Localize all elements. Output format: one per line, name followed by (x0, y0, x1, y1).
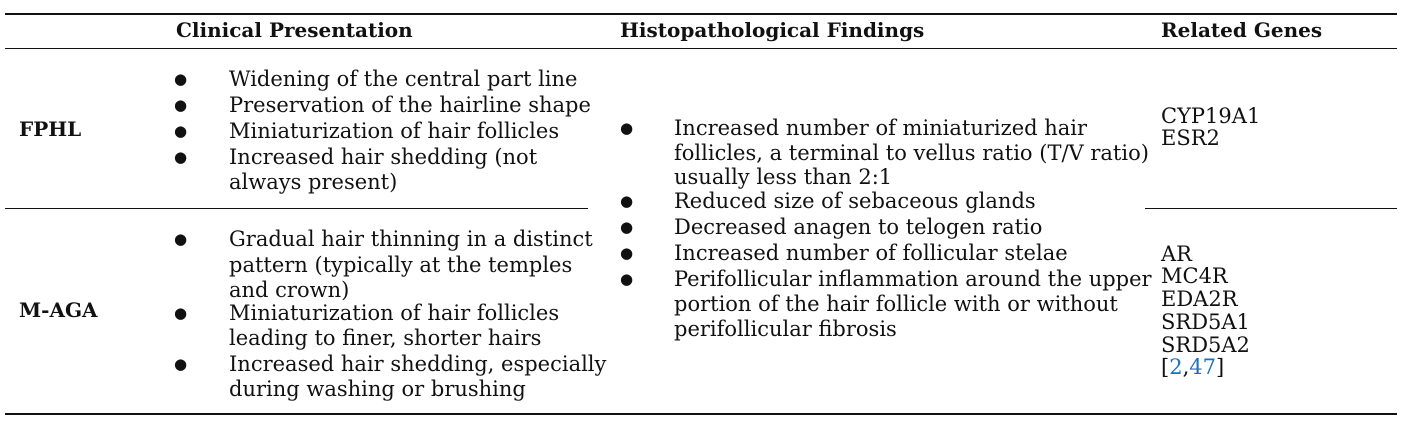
fphl-clinical-item: Widening of the central part line (229, 67, 578, 91)
histo-item: Increased number of follicular stelae (674, 241, 1068, 265)
bullet-icon: ● (174, 355, 188, 373)
bullet-icon: ● (174, 96, 188, 114)
row-label-fphl: FPHL (19, 117, 82, 141)
m-aga-gene: AR (1161, 242, 1192, 266)
citation-open: [ (1161, 355, 1170, 379)
histo-item: Decreased anagen to telogen ratio (674, 215, 1043, 239)
fphl-clinical-item: Miniaturization of hair follicles (229, 119, 560, 143)
m-aga-clinical-item-cont: during washing or brushing (229, 377, 526, 401)
row-rule-right (1145, 208, 1397, 209)
bullet-icon: ● (620, 270, 634, 288)
header-rule (5, 48, 1397, 49)
m-aga-clinical-item-cont: leading to finer, shorter hairs (229, 326, 542, 350)
histo-item: Reduced size of sebaceous glands (674, 189, 1036, 213)
bullet-icon: ● (174, 304, 188, 322)
m-aga-gene: SRD5A2 (1161, 333, 1250, 357)
bottom-rule (5, 413, 1397, 415)
histo-item-cont: usually less than 2:1 (674, 165, 893, 189)
citation (1161, 355, 1224, 380)
header-histopathological-findings: Histopathological Findings (620, 18, 925, 42)
histo-item-cont: perifollicular fibrosis (674, 317, 897, 341)
citation-link-2[interactable]: 2 (1169, 355, 1183, 379)
bullet-icon: ● (174, 70, 188, 88)
m-aga-clinical-item-cont: pattern (typically at the temples (229, 253, 573, 277)
citation-close: ] (1216, 355, 1225, 379)
m-aga-clinical-item: Miniaturization of hair follicles (229, 301, 560, 325)
row-label-m-aga: M-AGA (19, 298, 98, 322)
histo-item: Increased number of miniaturized hair (674, 116, 1088, 140)
fphl-gene: ESR2 (1161, 126, 1220, 150)
bullet-icon: ● (620, 218, 634, 236)
fphl-clinical-item: Increased hair shedding (not (229, 145, 538, 169)
bullet-icon: ● (174, 148, 188, 166)
fphl-gene: CYP19A1 (1161, 104, 1261, 128)
m-aga-clinical-item: Increased hair shedding, especially (229, 352, 607, 376)
histo-item-cont: follicles, a terminal to vellus ratio (T/V ratio) (674, 141, 1149, 165)
histo-item: Perifollicular inflammation around the upper (674, 267, 1152, 291)
bullet-icon: ● (620, 244, 634, 262)
header-related-genes: Related Genes (1161, 18, 1323, 42)
header-clinical-presentation: Clinical Presentation (176, 18, 413, 42)
fphl-clinical-item: Preservation of the hairline shape (229, 93, 591, 117)
m-aga-clinical-item: Gradual hair thinning in a distinct (229, 227, 593, 251)
row-rule-left (5, 208, 588, 209)
bullet-icon: ● (620, 119, 634, 137)
m-aga-gene: SRD5A1 (1161, 310, 1250, 334)
m-aga-gene: EDA2R (1161, 287, 1238, 311)
bullet-icon: ● (620, 192, 634, 210)
bullet-icon: ● (174, 230, 188, 248)
citation-separator: , (1182, 355, 1190, 379)
histo-item-cont: portion of the hair follicle with or without (674, 292, 1118, 316)
top-rule (5, 13, 1397, 15)
m-aga-clinical-item-cont: and crown) (229, 278, 350, 302)
bullet-icon: ● (174, 122, 188, 140)
m-aga-gene: MC4R (1161, 264, 1228, 288)
fphl-clinical-item-cont: always present) (229, 170, 398, 194)
citation-link-47[interactable]: 47 (1189, 355, 1216, 379)
